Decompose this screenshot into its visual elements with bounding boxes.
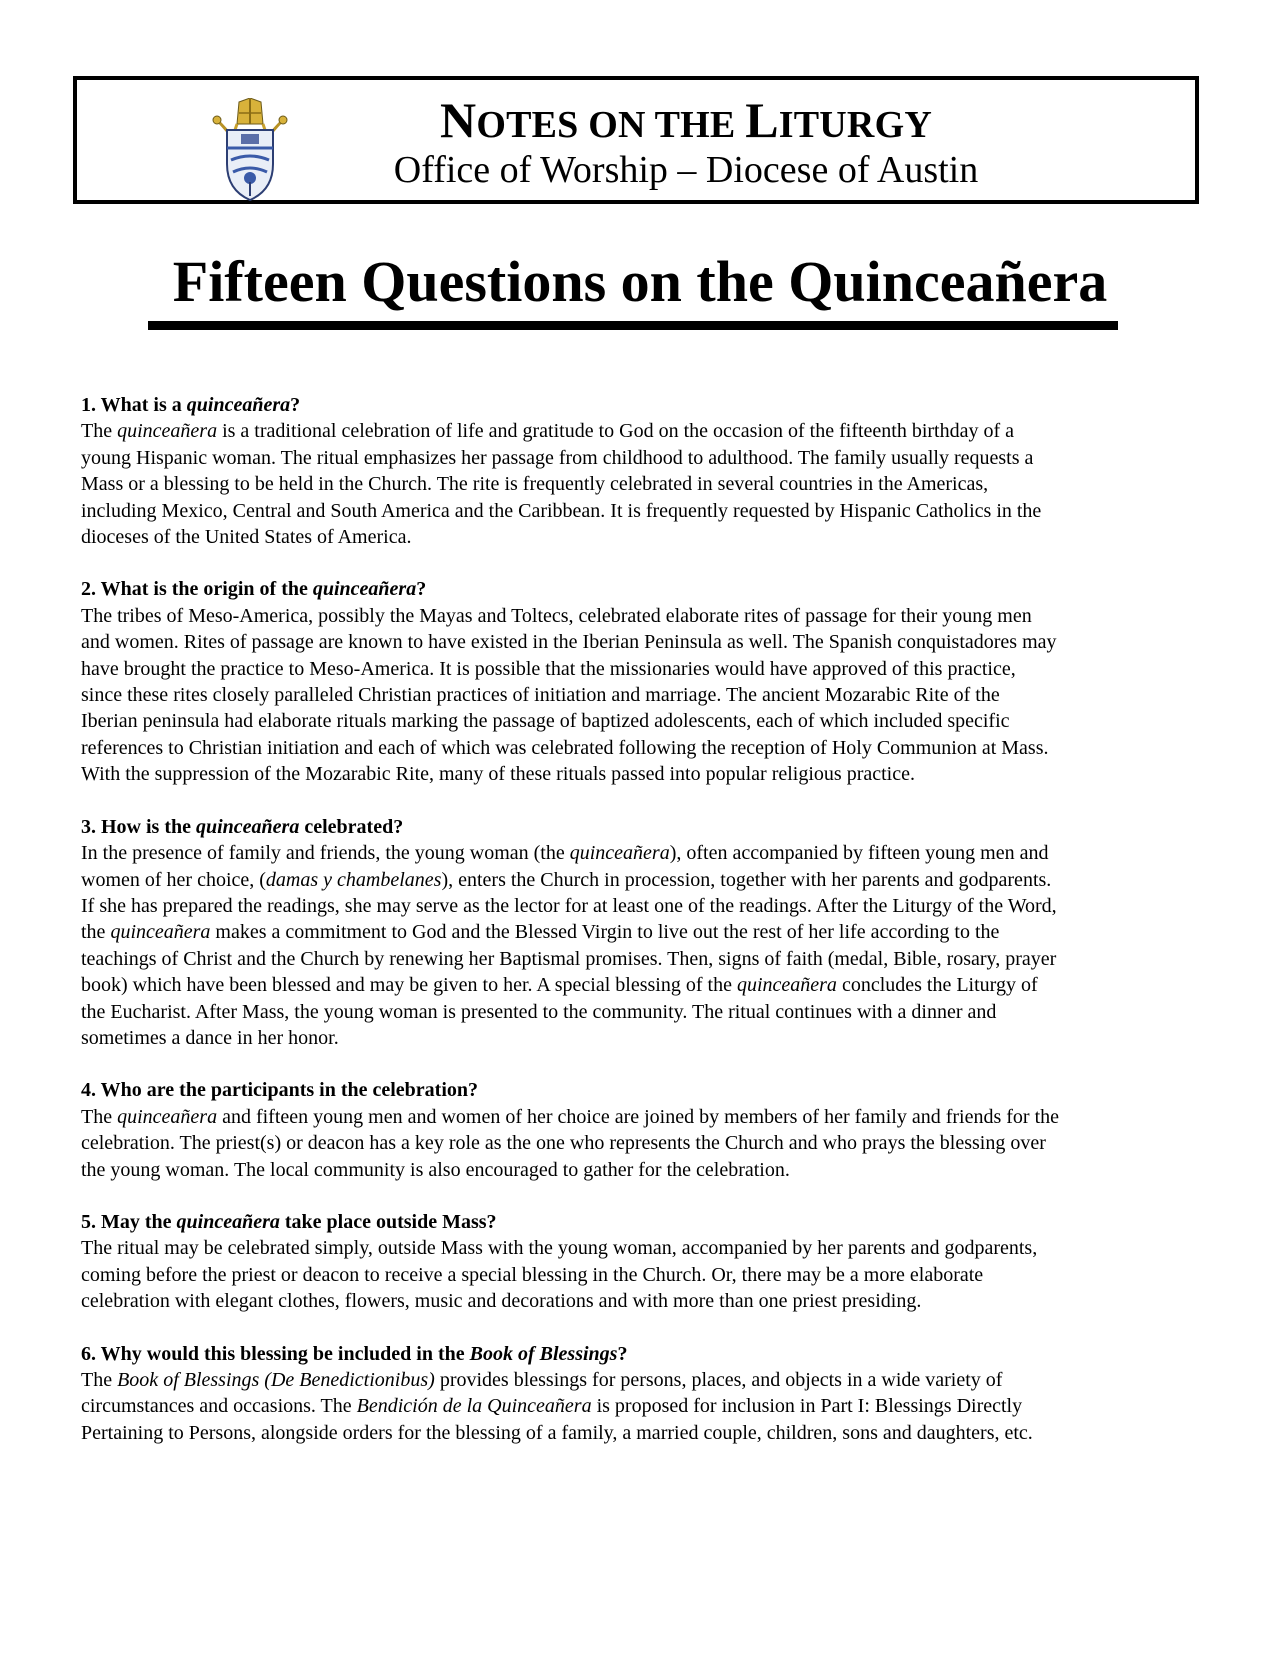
answer-line <box>81 919 1211 945</box>
answer-line <box>81 1367 1211 1393</box>
text-run: The <box>81 1105 118 1128</box>
answer-line <box>81 524 1211 550</box>
italic-text: Bendición de la Quinceañera <box>356 1395 592 1418</box>
answer-paragraph <box>81 1104 1211 1183</box>
answer-line <box>81 498 1211 524</box>
text-run: 2. What is the origin of the <box>81 578 313 601</box>
text-run: The <box>81 420 118 443</box>
answer-line <box>81 1288 1211 1314</box>
faq-list <box>81 392 1211 1472</box>
masthead-title: NOTES ON THE LITURGY <box>440 92 932 148</box>
text-run: 5. May the <box>81 1210 177 1233</box>
italic-text: quinceañera <box>736 974 837 997</box>
answer-line <box>81 1157 1211 1183</box>
text-run: celebration with elegant clothes, flowers, music and decorations and with more than one priest presiding. <box>81 1290 922 1313</box>
answer-line <box>81 1025 1211 1051</box>
answer-line <box>81 893 1211 919</box>
faq-item <box>81 1341 1211 1447</box>
faq-item <box>81 1077 1211 1183</box>
answer-paragraph <box>81 840 1211 1051</box>
text-run: makes a commitment to God and the Blessed Virgin to live out the rest of her life according to the <box>210 921 1000 944</box>
text-run: and fifteen young men and women of her choice are joined by members of her family and friends for the <box>217 1105 1060 1128</box>
text-run: including Mexico, Central and South America and the Caribbean. It is frequently requested by Hispanic Catholics in the <box>81 499 1042 522</box>
title-divider <box>148 321 1118 330</box>
answer-line <box>81 708 1211 734</box>
text-run: is a traditional celebration of life and gratitude to God on the occasion of the fifteenth birthday of a <box>217 420 1015 443</box>
answer-line <box>81 761 1211 787</box>
answer-line <box>81 471 1211 497</box>
text-run: 3. How is the <box>81 815 196 838</box>
answer-line <box>81 946 1211 972</box>
answer-paragraph <box>81 603 1211 788</box>
text-run: ? <box>416 578 427 601</box>
answer-line <box>81 1262 1211 1288</box>
text-run: celebration. The priest(s) or deacon has a key role as the one who represents the Church and who prays the blessing over <box>81 1132 1046 1155</box>
text-run: have brought the practice to Meso-America. It is possible that the missionaries would have approved of this practice, <box>81 657 1016 680</box>
answer-paragraph <box>81 1367 1211 1446</box>
text-run: take place outside Mass? <box>279 1210 497 1233</box>
question-heading <box>81 392 1211 418</box>
answer-line <box>81 1104 1211 1130</box>
text-run: ), often accompanied by fifteen young men and <box>669 842 1049 865</box>
text-run: ), enters the Church in procession, together with her parents and godparents. <box>441 868 1052 891</box>
text-run: ? <box>290 394 301 416</box>
question-heading <box>81 1077 1211 1103</box>
text-run: Pertaining to Persons, alongside orders for the blessing of a family, a married couple, children, sons and daughters, etc. <box>81 1421 1033 1444</box>
text-run: ? <box>617 1342 628 1365</box>
page-title: Fifteen Questions on the Quinceañera <box>172 249 1108 314</box>
italic-text: Book of Blessings (De Benedictionibus) <box>117 1369 435 1391</box>
text-run: The ritual may be celebrated simply, outside Mass with the young woman, accompanied by her parents and godparents, <box>81 1237 1038 1260</box>
text-run: 6. Why would this blessing be included in the <box>81 1342 470 1365</box>
italic-text: quinceañera <box>186 394 291 416</box>
text-run: dioceses of the United States of America. <box>81 526 412 549</box>
text-run: the Eucharist. After Mass, the young woman is presented to the community. The ritual continues with a dinner and <box>81 1000 997 1023</box>
italic-text: quinceañera <box>569 842 670 865</box>
italic-text: Book of Blessings <box>469 1342 618 1365</box>
masthead-subtitle: Office of Worship – Diocese of Austin <box>393 149 979 191</box>
answer-line <box>81 418 1211 444</box>
faq-item <box>81 814 1211 1052</box>
text-run: With the suppression of the Mozarabic Rite, many of these rituals passed into popular religious practice. <box>81 763 915 786</box>
question-heading <box>81 576 1211 602</box>
text-run: Mass or a blessing to be held in the Church. The rite is frequently celebrated in several countries in the Americas, <box>81 473 989 496</box>
text-run: circumstances and occasions. The <box>81 1395 357 1418</box>
text-run: references to Christian initiation and each of which was celebrated following the reception of Holy Communion at Mass. <box>81 736 1049 759</box>
text-run: 4. Who are the participants in the celebration? <box>81 1079 479 1102</box>
answer-line <box>81 1393 1211 1419</box>
italic-text: quinceañera <box>176 1210 280 1233</box>
text-run: the young woman. The local community is also encouraged to gather for the celebration. <box>81 1158 790 1181</box>
text-run: teachings of Christ and the Church by renewing her Baptismal promises. Then, signs of faith (medal, Bible, rosary, prayer <box>81 947 1057 970</box>
text-run: provides blessings for persons, places, and objects in a wide variety of <box>434 1369 1003 1391</box>
answer-line <box>81 445 1211 471</box>
text-run: Iberian peninsula had elaborate rituals marking the passage of baptized adolescents, each of which included specific <box>81 710 1010 733</box>
text-run: the <box>81 921 111 944</box>
text-run: book) which have been blessed and may be given to her. A special blessing of the <box>81 974 737 997</box>
text-run: The <box>81 1369 118 1391</box>
answer-line <box>81 972 1211 998</box>
faq-item <box>81 392 1211 550</box>
italic-text: quinceañera <box>312 578 417 601</box>
text-run: is proposed for inclusion in Part I: Blessings Directly <box>591 1395 1023 1418</box>
italic-text: quinceañera <box>117 420 218 443</box>
answer-line <box>81 603 1211 629</box>
text-run: and women. Rites of passage are known to have existed in the Iberian Peninsula as well. The Spanish conquistadores may <box>81 631 1057 654</box>
text-run: celebrated? <box>299 815 404 838</box>
answer-line <box>81 656 1211 682</box>
italic-text: quinceañera <box>117 1105 218 1128</box>
answer-line <box>81 867 1211 893</box>
text-run: The tribes of Meso-America, possibly the Mayas and Toltecs, celebrated elaborate rites of passage for their young men <box>81 604 1032 627</box>
answer-line <box>81 1235 1211 1261</box>
text-run: sometimes a dance in her honor. <box>81 1026 339 1049</box>
question-heading <box>81 1209 1211 1235</box>
question-heading <box>81 814 1211 840</box>
faq-item <box>81 576 1211 787</box>
text-run: concludes the Liturgy of <box>836 974 1038 997</box>
answer-line <box>81 682 1211 708</box>
text-run: If she has prepared the readings, she may serve as the lector for at least one of the readings. After the Liturgy of the Word, <box>81 894 1057 917</box>
question-heading <box>81 1341 1211 1367</box>
text-run: since these rites closely paralleled Christian practices of initiation and marriage. The ancient Mozarabic Rite of the <box>81 684 1000 707</box>
answer-line <box>81 999 1211 1025</box>
italic-text: quinceañera <box>110 921 211 944</box>
answer-line <box>81 1130 1211 1156</box>
text-run: young Hispanic woman. The ritual emphasizes her passage from childhood to adulthood. The family usually requests a <box>81 446 1034 469</box>
masthead <box>73 76 1199 204</box>
answer-paragraph <box>81 1235 1211 1314</box>
text-run: 1. What is a <box>81 394 187 416</box>
answer-paragraph <box>81 418 1211 550</box>
answer-line <box>81 1420 1211 1446</box>
faq-item <box>81 1209 1211 1315</box>
italic-text: damas y chambelanes <box>265 868 442 891</box>
text-run: women of her choice, ( <box>81 868 266 891</box>
answer-line <box>81 840 1211 866</box>
text-run: coming before the priest or deacon to receive a special blessing in the Church. Or, there may be a more elaborate <box>81 1263 984 1286</box>
answer-line <box>81 735 1211 761</box>
italic-text: quinceañera <box>196 815 300 838</box>
answer-line <box>81 629 1211 655</box>
text-run: In the presence of family and friends, the young woman (the <box>81 842 570 865</box>
